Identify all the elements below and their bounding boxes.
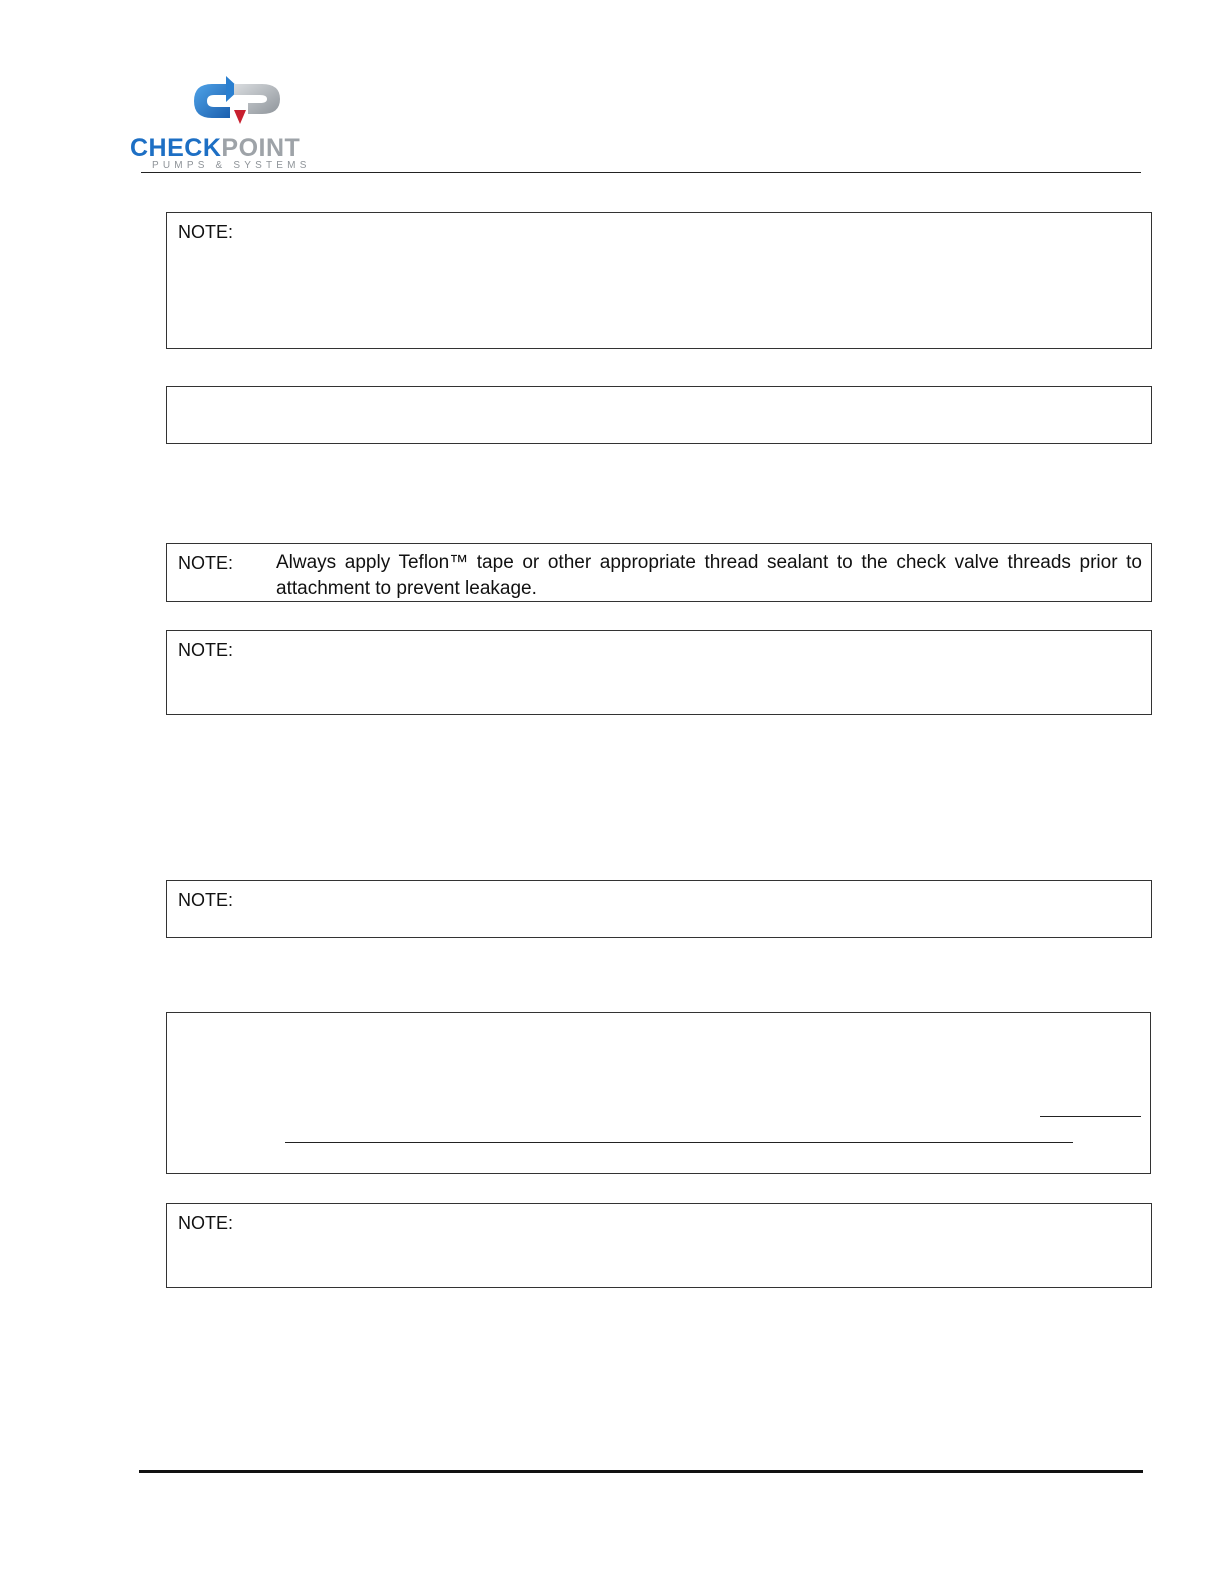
note-box-3: [166, 543, 1152, 602]
note-text-teflon: Always apply Teflon™ tape or other appropriate thread sealant to the check valve threads prior to attachment to prevent leakage.: [276, 552, 1142, 599]
note-box-7: [166, 1203, 1152, 1288]
underline-short: [1040, 1116, 1141, 1117]
note-box-1: [166, 212, 1152, 349]
note-label: NOTE:: [178, 640, 234, 660]
logo-wordmark: [130, 134, 300, 162]
underline-long: [285, 1142, 1073, 1143]
cp-logo-mark-icon: [190, 74, 286, 132]
page-header: [0, 0, 1224, 180]
note-box-2: [166, 386, 1152, 444]
note-box-4: [166, 630, 1152, 715]
header-rule: [141, 172, 1141, 173]
note-label: NOTE:: [178, 553, 234, 573]
footer-rule: [139, 1470, 1143, 1473]
logo-subtitle: PUMPS & SYSTEMS: [152, 160, 311, 171]
logo-word-check: CHECK: [130, 134, 222, 162]
note-label: NOTE:: [178, 890, 234, 910]
note-label: NOTE:: [178, 1213, 234, 1233]
note-label: NOTE:: [178, 222, 234, 242]
company-logo: [128, 74, 348, 174]
logo-word-point: POINT: [221, 134, 301, 162]
note-box-5: [166, 880, 1152, 938]
note-box-6: [166, 1012, 1151, 1174]
